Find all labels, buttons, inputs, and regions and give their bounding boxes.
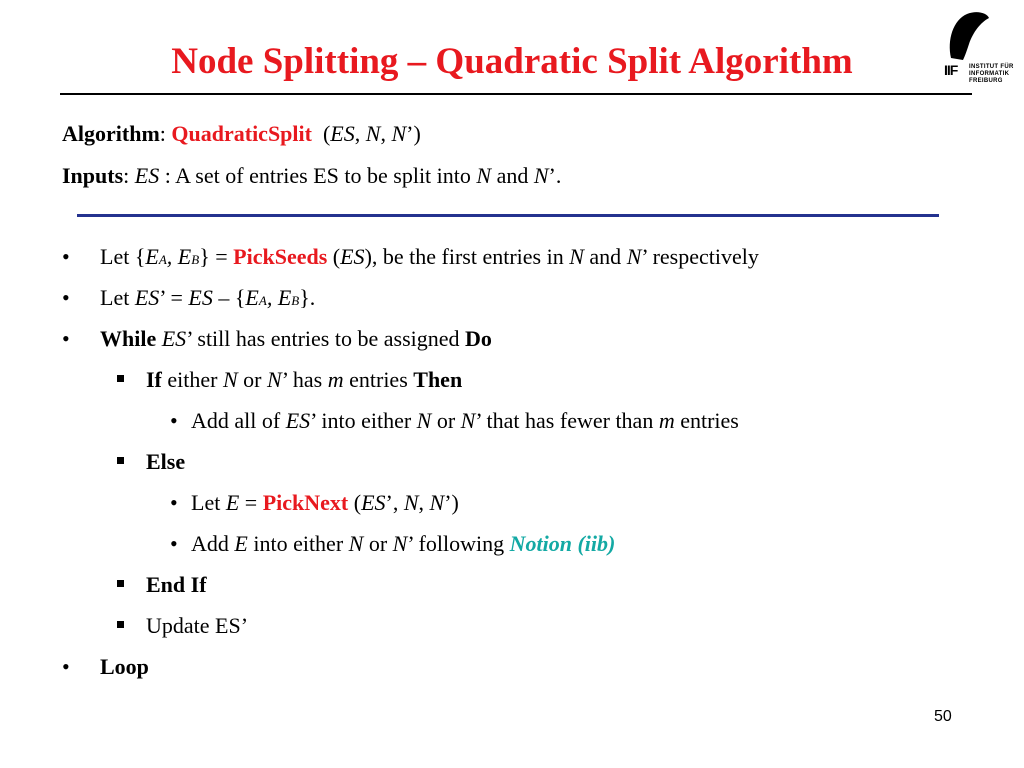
- square-bullet-icon: [117, 375, 124, 382]
- notion-reference: Notion (iib): [509, 531, 616, 556]
- step-let-es: Let ES’ = ES – {EA, EB}.: [100, 285, 316, 310]
- step-else: Else: [146, 449, 186, 474]
- bullet-icon: •: [170, 408, 178, 433]
- step-if: If either N or N’ has m entries Then: [146, 367, 463, 392]
- square-bullet-icon: [117, 621, 124, 628]
- step-pickseeds: Let {EA, EB} = PickSeeds (ES), be the first entries in N and N’ respectively: [100, 244, 759, 269]
- step-picknext: Let E = PickNext (ES’, N, N’): [191, 490, 459, 515]
- bullet-icon: •: [62, 326, 70, 351]
- logo-iif-text: IIF: [944, 62, 958, 78]
- square-bullet-icon: [117, 457, 124, 464]
- step-loop: Loop: [100, 654, 149, 679]
- section-divider: [77, 214, 939, 217]
- bullet-icon: •: [170, 531, 178, 556]
- title-divider: [60, 93, 972, 95]
- page-number: 50: [934, 708, 952, 725]
- bullet-icon: •: [62, 244, 70, 269]
- bullet-icon: •: [62, 654, 70, 679]
- algorithm-line: Algorithm: QuadraticSplit (ES, N, N’): [62, 121, 421, 146]
- bullet-icon: •: [62, 285, 70, 310]
- bullet-icon: •: [170, 490, 178, 515]
- logo-caption: INSTITUT FÜR INFORMATIK FREIBURG: [969, 64, 1014, 84]
- step-while: While ES’ still has entries to be assigned Do: [100, 326, 492, 351]
- inputs-line: Inputs: ES : A set of entries ES to be split into N and N’.: [62, 163, 562, 188]
- step-add-e: Add E into either N or N’ following Notion (iib): [191, 531, 616, 556]
- slide-title: Node Splitting – Quadratic Split Algorithm: [171, 41, 853, 82]
- step-update-es: Update ES’: [146, 613, 249, 638]
- step-end-if: End If: [146, 572, 207, 597]
- square-bullet-icon: [117, 580, 124, 587]
- step-add-all: Add all of ES’ into either N or N’ that has fewer than m entries: [191, 408, 739, 433]
